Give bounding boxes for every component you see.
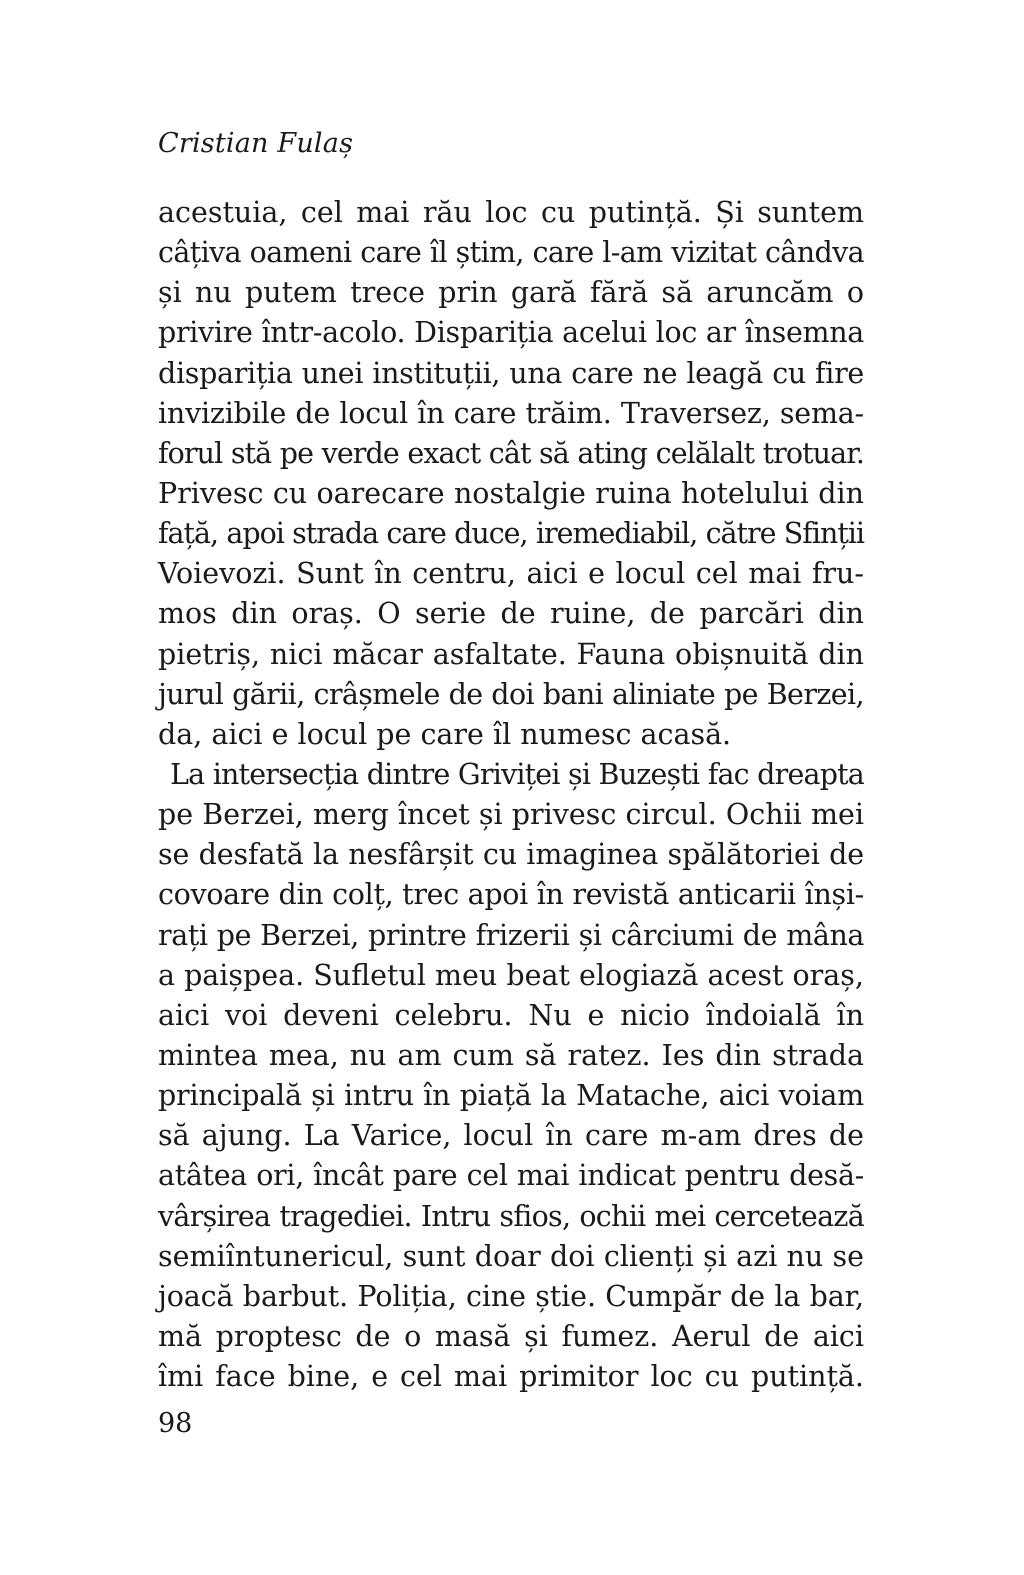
text-line: Voievozi. Sunt în centru, aici e locul cel mai fru- <box>158 557 864 591</box>
text-line: jurul gării, crâșmele de doi bani aliniate pe Berzei, <box>158 677 864 711</box>
text-line: forul stă pe verde exact cât să ating celălalt trotuar. <box>158 436 864 470</box>
running-head-author: Cristian Fulaș <box>158 128 354 159</box>
text-line: vârșirea tragediei. Intru sfios, ochii mei cercetează <box>158 1199 864 1233</box>
text-line: îmi face bine, e cel mai primitor loc cu putință. <box>158 1360 864 1394</box>
text-line: mă proptesc de o masă și fumez. Aerul de aici <box>158 1319 864 1353</box>
text-line: mos din oraș. O serie de ruine, de parcări din <box>158 597 864 631</box>
text-line: joacă barbut. Poliția, cine știe. Cumpăr de la bar, <box>158 1279 864 1313</box>
text-line: semiîntunericul, sunt doar doi clienți și azi nu se <box>158 1239 864 1273</box>
text-line: dispariția unei instituții, una care ne leagă cu fire <box>158 356 864 390</box>
text-line: mintea mea, nu am cum să ratez. Ies din strada <box>158 1038 864 1072</box>
text-line: câțiva oameni care îl știm, care l-am vizitat cândva <box>158 236 864 270</box>
text-line: și nu putem trece prin gară fără să aruncăm o <box>158 276 864 310</box>
text-line: să ajung. La Varice, locul în care m-am dres de <box>158 1119 864 1153</box>
text-line: Privesc cu oarecare nostalgie ruina hotelului din <box>158 476 864 510</box>
text-line: La intersecția dintre Griviței și Buzești fac dreapta <box>170 757 864 791</box>
text-line: se desfată la nesfârșit cu imaginea spălătoriei de <box>158 838 864 872</box>
text-line: pietriș, nici măcar asfaltate. Fauna obișnuită din <box>158 637 864 671</box>
text-line: față, apoi strada care duce, iremediabil, către Sfinții <box>158 517 864 551</box>
text-line: da, aici e locul pe care îl numesc acasă. <box>158 717 732 751</box>
text-line: a paișpea. Sufletul meu beat elogiază acest oraș, <box>158 958 864 992</box>
text-line: principală și intru în piață la Matache, aici voiam <box>158 1079 864 1113</box>
paragraph <box>158 193 864 755</box>
text-line: privire într-acolo. Dispariția acelui loc ar însemna <box>158 316 864 350</box>
text-line: atâtea ori, încât pare cel mai indicat pentru desă- <box>158 1159 864 1193</box>
paragraph <box>158 755 864 1397</box>
page-number: 98 <box>158 1408 193 1439</box>
body-text <box>158 193 864 1397</box>
text-line: invizibile de locul în care trăim. Traversez, sema- <box>158 396 864 430</box>
text-line: pe Berzei, merg încet și privesc circul. Ochii mei <box>158 798 864 832</box>
text-line: covoare din colț, trec apoi în revistă anticarii înși- <box>158 878 864 912</box>
text-line: aici voi deveni celebru. Nu e nicio îndoială în <box>158 998 864 1032</box>
text-line: acestuia, cel mai rău loc cu putință. Și suntem <box>158 196 864 229</box>
text-line: rați pe Berzei, printre frizerii și cârciumi de mâna <box>158 918 864 952</box>
